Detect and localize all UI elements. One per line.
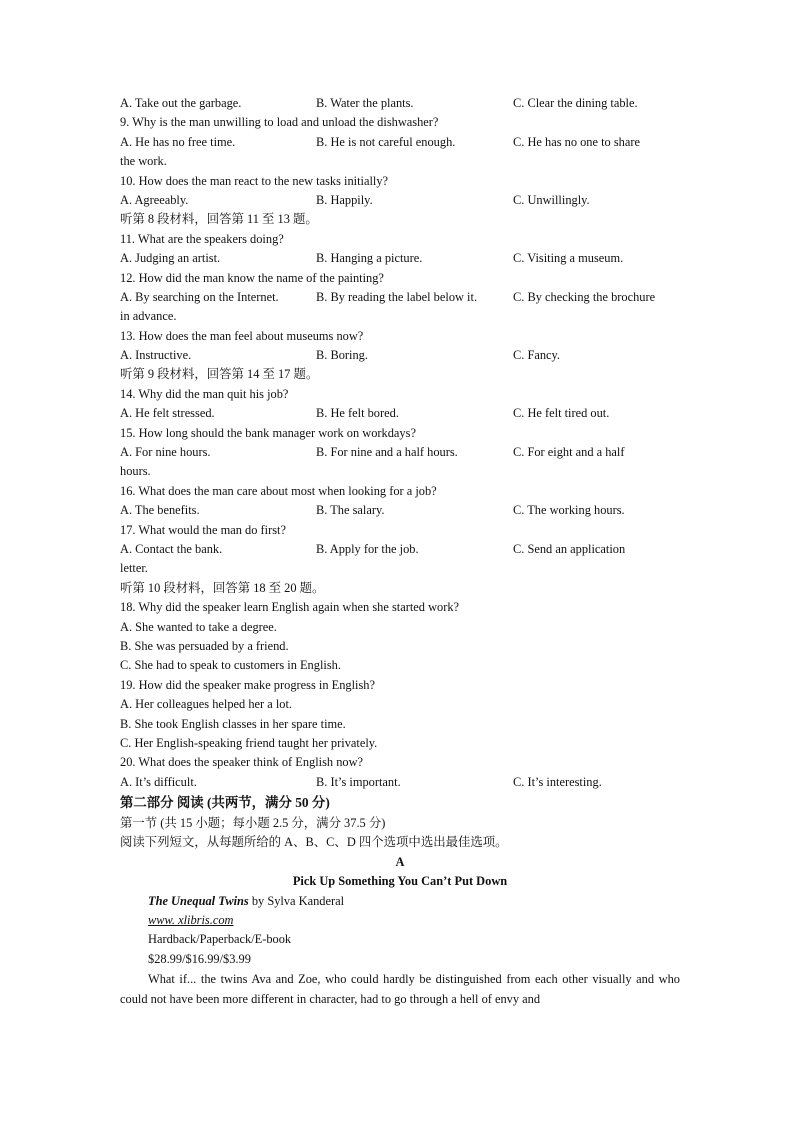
q17-options [120,540,680,559]
q8-options [120,94,680,113]
q19-option-b: B. She took English classes in her spare time. [120,716,346,731]
q20-question: 20. What does the speaker think of English now? [120,755,364,770]
book-author: by Sylva Kanderal [248,893,345,908]
q15-continuation: hours. [120,464,151,479]
section-one-heading: 第一节 (共 15 小题；每小题 2.5 分，满分 37.5 分) [120,816,386,831]
q19-option-a: A. Her colleagues helped her a lot. [120,697,293,712]
option-b: B. Boring. [316,348,368,363]
option-a: A. He has no free time. [120,134,236,149]
book-prices: $28.99/$16.99/$3.99 [148,951,251,966]
q18-option-b: B. She was persuaded by a friend. [120,638,289,653]
option-a: A. For nine hours. [120,445,211,460]
q19-option-c: C. Her English-speaking friend taught her privately. [120,735,378,750]
option-c: C. By checking the brochure [513,289,656,304]
option-b: B. Apply for the job. [316,541,419,556]
q10-options [120,191,680,210]
book-url-line [120,911,680,930]
q20-options [120,773,680,792]
q18-question: 18. Why did the speaker learn English again when she started work? [120,600,460,615]
passage-paragraph: What if... the twins Ava and Zoe, who could hardly be distinguished from each other visually and who could not have been more different in character, had to go through a hell of envy and [120,972,680,1007]
q16-options [120,501,680,520]
q14-question: 14. Why did the man quit his job? [120,386,289,401]
option-c: C. Clear the dining table. [513,96,638,110]
option-a: A. It’s difficult. [120,774,197,789]
option-c: C. He felt tired out. [513,406,610,421]
option-a: A. He felt stressed. [120,406,215,421]
q9-options [120,133,680,152]
option-b: B. Hanging a picture. [316,251,423,266]
option-a: A. The benefits. [120,503,200,518]
q17-question: 17. What would the man do first? [120,522,286,537]
q12-question: 12. How did the man know the name of the painting? [120,270,384,285]
q15-options [120,443,680,462]
option-a: A. Instructive. [120,348,192,363]
option-c: C. Fancy. [513,348,561,363]
q9-continuation: the work. [120,154,167,169]
option-b: B. By reading the label below it. [316,289,478,304]
option-a: A. Agreeably. [120,192,189,207]
q15-question: 15. How long should the bank manager work on workdays? [120,425,416,440]
q10-question: 10. How does the man react to the new tasks initially? [120,173,389,188]
reading-instruction: 阅读下列短文，从每题所给的 A、B、C、D 四个选项中选出最佳选项。 [120,835,508,850]
option-b: B. He is not careful enough. [316,134,456,149]
option-c: C. Visiting a museum. [513,251,624,266]
q16-question: 16. What does the man care about most when looking for a job? [120,483,437,498]
q11-question: 11. What are the speakers doing? [120,231,284,246]
q12-continuation: in advance. [120,309,177,324]
option-b: B. Water the plants. [316,96,414,110]
option-a: A. Contact the bank. [120,541,223,556]
option-b: B. It’s important. [316,774,401,789]
option-c: C. It’s interesting. [513,774,602,789]
option-a: A. Judging an artist. [120,251,221,266]
option-c: C. Unwillingly. [513,192,590,207]
book-url-link[interactable]: www. xlibris.com [148,913,234,928]
book-formats: Hardback/Paperback/E-book [148,932,292,947]
option-c: C. The working hours. [513,503,625,518]
q9-question: 9. Why is the man unwilling to load and unload the dishwasher? [120,115,439,130]
q12-options [120,288,680,307]
option-b: B. For nine and a half hours. [316,445,458,460]
q13-question: 13. How does the man feel about museums now? [120,328,364,343]
option-a: A. By searching on the Internet. [120,289,279,304]
option-b: B. The salary. [316,503,385,518]
q18-option-a: A. She wanted to take a degree. [120,619,277,634]
instruction-section-8: 听第 8 段材料，回答第 11 至 13 题。 [120,212,318,227]
q18-option-c: C. She had to speak to customers in English. [120,658,341,673]
instruction-section-10: 听第 10 段材料，回答第 18 至 20 题。 [120,580,325,595]
q19-question: 19. How did the speaker make progress in English? [120,677,375,692]
option-c: C. He has no one to share [513,134,640,149]
instruction-section-9: 听第 9 段材料，回答第 14 至 17 题。 [120,367,319,382]
passage-title: Pick Up Something You Can’t Put Down [292,874,508,889]
book-title: The Unequal Twins [148,893,249,908]
book-title-line [120,892,680,911]
q11-options [120,249,680,268]
q13-options [120,346,680,365]
part-two-heading: 第二部分 阅读 (共两节，满分 50 分) [120,795,330,811]
option-c: C. Send an application [513,541,626,556]
q17-continuation: letter. [120,561,148,576]
exam-page [120,94,680,1009]
option-a: A. Take out the garbage. [120,96,242,110]
q14-options [120,404,680,423]
option-b: B. He felt bored. [316,406,399,421]
option-c: C. For eight and a half [513,445,625,460]
option-b: B. Happily. [316,192,373,207]
passage-letter: A [395,854,405,869]
